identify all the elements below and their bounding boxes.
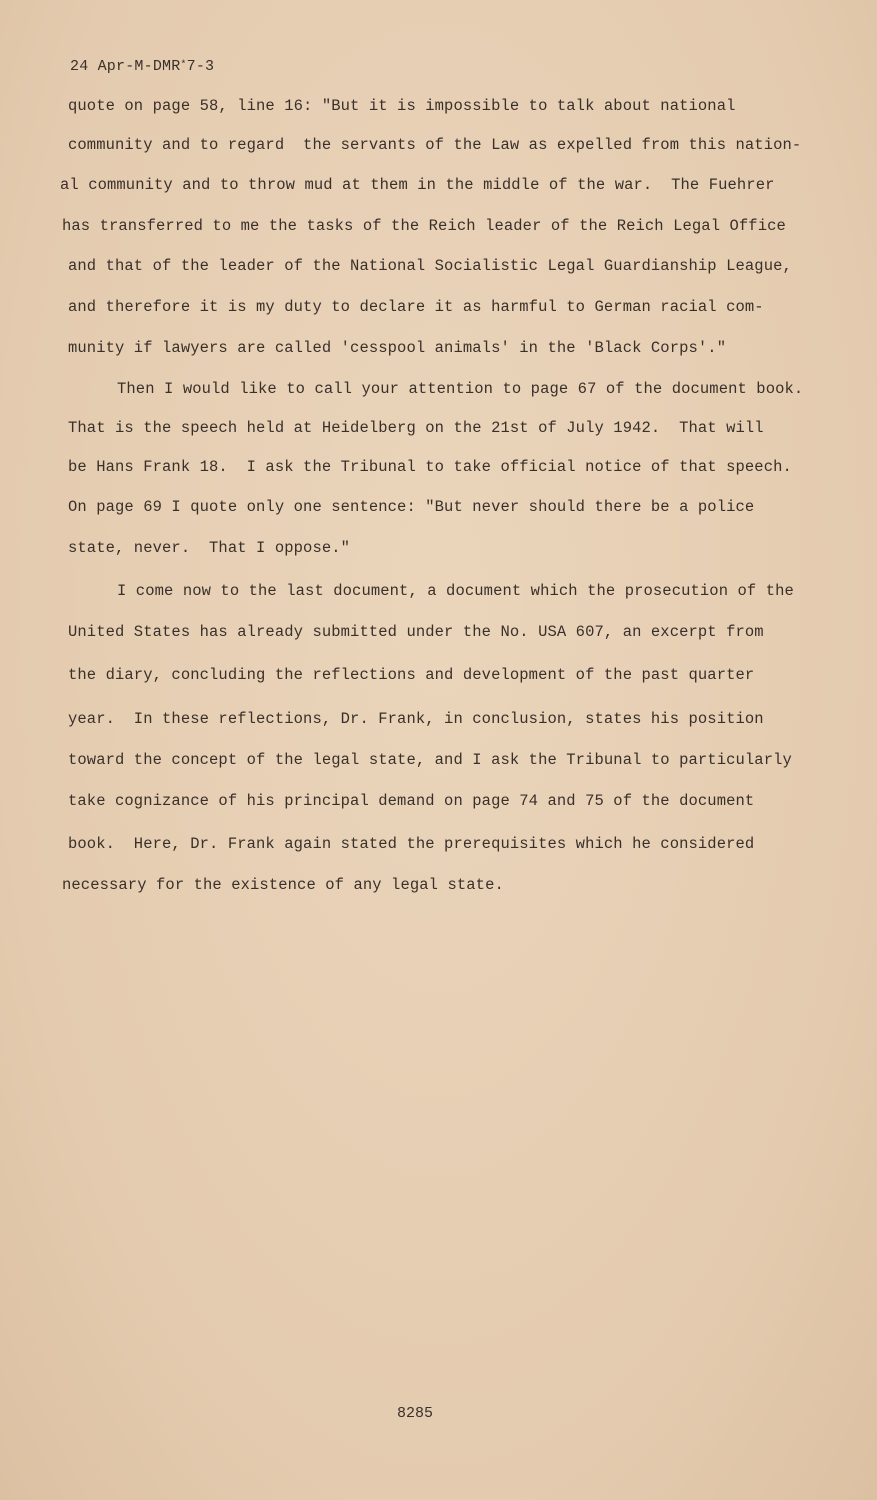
text-line: On page 69 I quote only one sentence: "But never should there be a police	[68, 498, 755, 516]
text-line: book. Here, Dr. Frank again stated the prerequisites which he considered	[68, 835, 755, 853]
reference-main: 24 Apr-M-DMR	[70, 58, 181, 75]
text-line: state, never. That I oppose."	[68, 539, 351, 557]
text-line: I come now to the last document, a document which the prosecution of the	[70, 582, 794, 600]
text-line: and therefore it is my duty to declare it as harmful to German racial com-	[68, 298, 764, 316]
text-line: United States has already submitted under the No. USA 607, an excerpt from	[68, 623, 764, 641]
document-reference	[70, 58, 214, 75]
reference-suffix: 7-3	[186, 58, 215, 75]
text-line: quote on page 58, line 16: "But it is impossible to talk about national	[68, 97, 736, 115]
text-line: be Hans Frank 18. I ask the Tribunal to take official notice of that speech.	[68, 458, 792, 476]
text-line: take cognizance of his principal demand on page 74 and 75 of the document	[68, 792, 755, 810]
page-number: 8285	[397, 1405, 434, 1422]
text-line: al community and to throw mud at them in the middle of the war. The Fuehrer	[60, 176, 775, 194]
reference-mark: *	[180, 60, 187, 71]
text-line: munity if lawyers are called 'cesspool animals' in the 'Black Corps'."	[68, 339, 727, 357]
text-line: the diary, concluding the reflections and development of the past quarter	[68, 666, 755, 684]
text-line: Then I would like to call your attention to page 67 of the document book.	[70, 380, 804, 398]
text-line: That is the speech held at Heidelberg on the 21st of July 1942. That will	[68, 419, 764, 437]
text-line: year. In these reflections, Dr. Frank, in conclusion, states his position	[68, 710, 764, 728]
text-line: has transferred to me the tasks of the Reich leader of the Reich Legal Office	[62, 217, 786, 235]
text-line: and that of the leader of the National Socialistic Legal Guardianship League,	[68, 257, 792, 275]
text-line: community and to regard the servants of the Law as expelled from this nation-	[68, 136, 802, 154]
text-line: necessary for the existence of any legal state.	[62, 876, 504, 894]
text-line: toward the concept of the legal state, and I ask the Tribunal to particularly	[68, 751, 792, 769]
